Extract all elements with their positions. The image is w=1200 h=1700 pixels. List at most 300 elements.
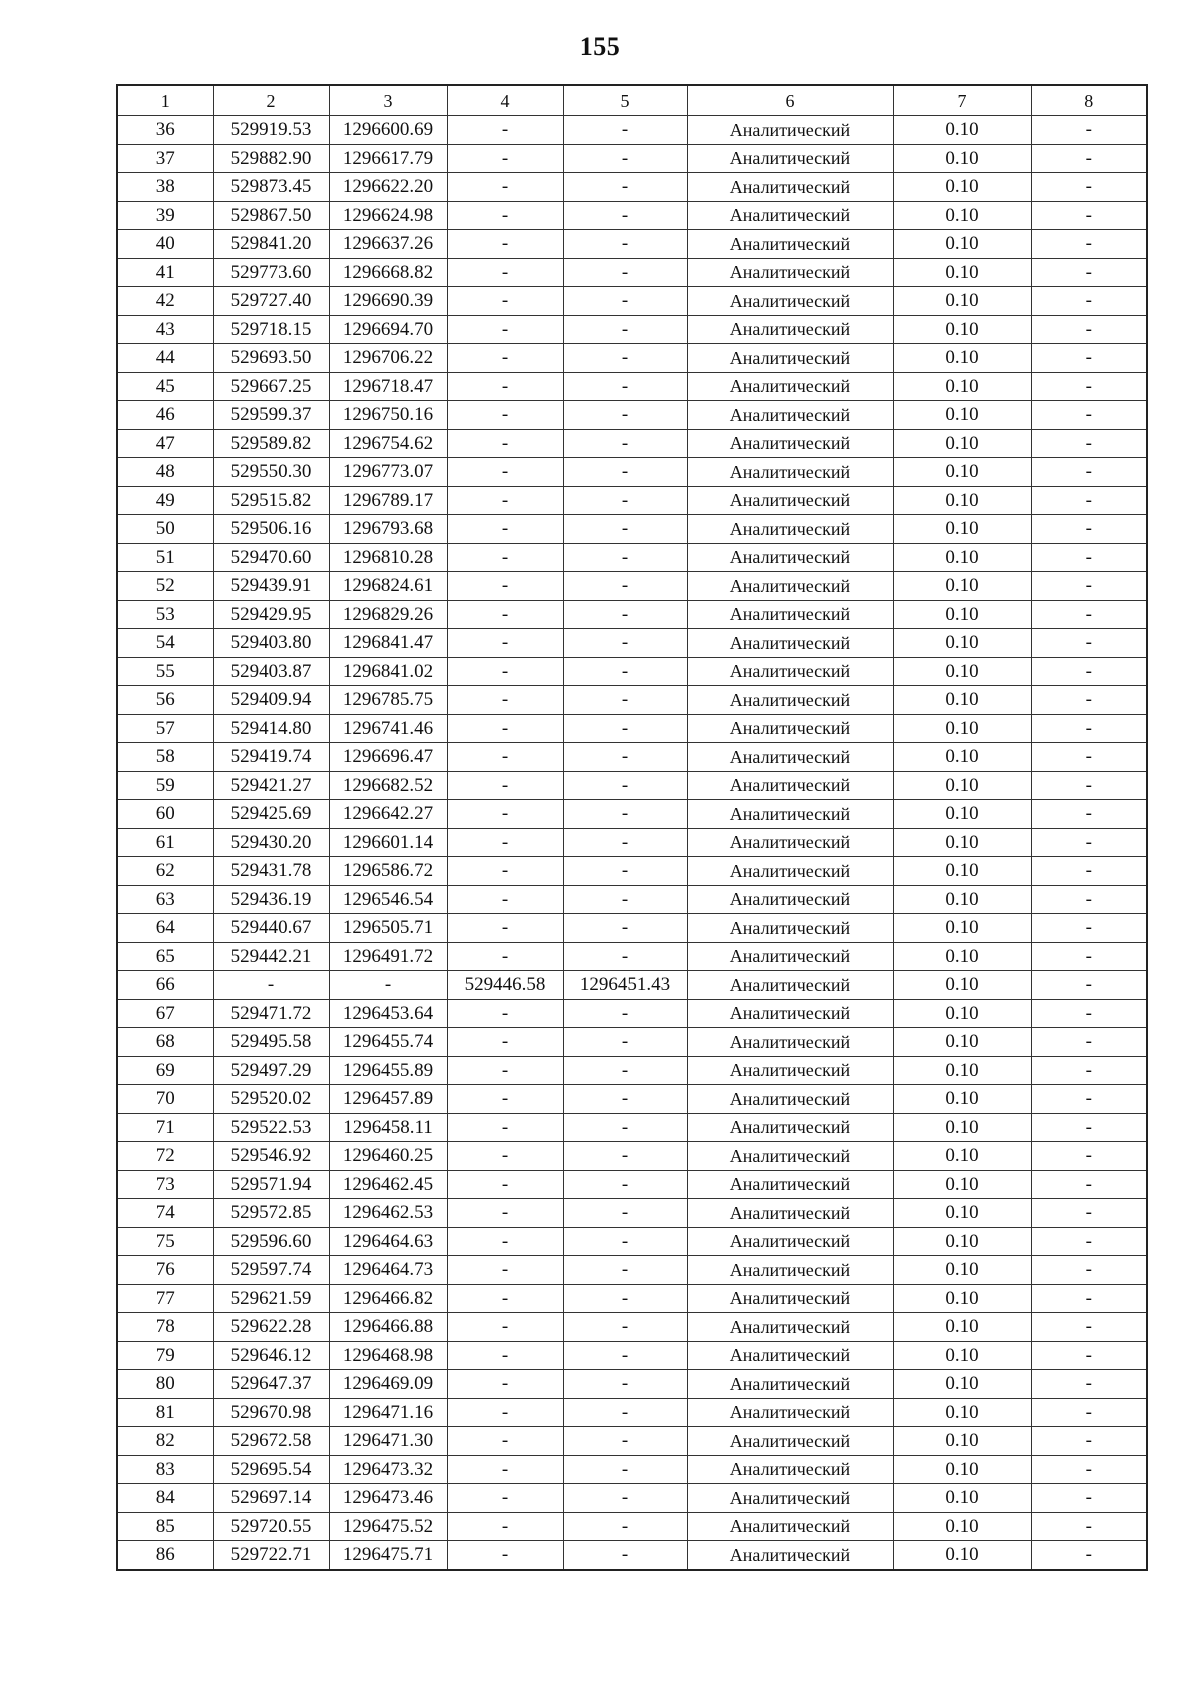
cell-x-coordinate-alt: - [447, 1113, 563, 1142]
cell-y-coordinate-alt: - [563, 230, 687, 259]
cell-x-coordinate: 529430.20 [213, 828, 329, 857]
cell-point-number: 36 [117, 116, 213, 145]
cell-accuracy: 0.10 [893, 828, 1031, 857]
cell-method: Аналитический [687, 1427, 893, 1456]
cell-y-coordinate-alt: - [563, 629, 687, 658]
cell-accuracy: 0.10 [893, 1341, 1031, 1370]
cell-y-coordinate: 1296462.53 [329, 1199, 447, 1228]
cell-accuracy: 0.10 [893, 1256, 1031, 1285]
cell-notes: - [1031, 344, 1147, 373]
cell-x-coordinate: 529773.60 [213, 258, 329, 287]
cell-x-coordinate: 529442.21 [213, 942, 329, 971]
cell-accuracy: 0.10 [893, 971, 1031, 1000]
cell-x-coordinate: 529882.90 [213, 144, 329, 173]
cell-accuracy: 0.10 [893, 486, 1031, 515]
cell-accuracy: 0.10 [893, 1113, 1031, 1142]
table-row [117, 1541, 1147, 1570]
cell-y-coordinate-alt: - [563, 657, 687, 686]
cell-method: Аналитический [687, 1113, 893, 1142]
cell-x-coordinate: 529621.59 [213, 1284, 329, 1313]
cell-method: Аналитический [687, 116, 893, 145]
cell-y-coordinate: 1296750.16 [329, 401, 447, 430]
cell-method: Аналитический [687, 230, 893, 259]
cell-notes: - [1031, 315, 1147, 344]
cell-notes: - [1031, 144, 1147, 173]
table-row [117, 401, 1147, 430]
cell-method: Аналитический [687, 372, 893, 401]
cell-x-coordinate-alt: - [447, 372, 563, 401]
cell-method: Аналитический [687, 458, 893, 487]
cell-x-coordinate: 529596.60 [213, 1227, 329, 1256]
table-row [117, 1028, 1147, 1057]
cell-notes: - [1031, 287, 1147, 316]
cell-x-coordinate: 529546.92 [213, 1142, 329, 1171]
cell-method: Аналитический [687, 543, 893, 572]
cell-y-coordinate: 1296466.82 [329, 1284, 447, 1313]
cell-point-number: 75 [117, 1227, 213, 1256]
cell-y-coordinate: 1296475.52 [329, 1512, 447, 1541]
cell-accuracy: 0.10 [893, 144, 1031, 173]
cell-notes: - [1031, 771, 1147, 800]
cell-y-coordinate: 1296690.39 [329, 287, 447, 316]
cell-accuracy: 0.10 [893, 1313, 1031, 1342]
cell-accuracy: 0.10 [893, 201, 1031, 230]
cell-notes: - [1031, 1170, 1147, 1199]
cell-accuracy: 0.10 [893, 714, 1031, 743]
cell-x-coordinate: 529589.82 [213, 429, 329, 458]
cell-y-coordinate-alt: - [563, 1113, 687, 1142]
cell-accuracy: 0.10 [893, 1398, 1031, 1427]
cell-point-number: 47 [117, 429, 213, 458]
cell-accuracy: 0.10 [893, 543, 1031, 572]
cell-y-coordinate: 1296624.98 [329, 201, 447, 230]
cell-method: Аналитический [687, 1056, 893, 1085]
cell-x-coordinate-alt: - [447, 1056, 563, 1085]
cell-method: Аналитический [687, 144, 893, 173]
cell-y-coordinate: 1296793.68 [329, 515, 447, 544]
cell-y-coordinate-alt: - [563, 1085, 687, 1114]
cell-method: Аналитический [687, 1085, 893, 1114]
cell-method: Аналитический [687, 1398, 893, 1427]
table-row [117, 486, 1147, 515]
table-header [117, 85, 1147, 116]
cell-x-coordinate-alt: - [447, 743, 563, 772]
cell-y-coordinate-alt: - [563, 486, 687, 515]
cell-notes: - [1031, 686, 1147, 715]
cell-accuracy: 0.10 [893, 1370, 1031, 1399]
table-row [117, 657, 1147, 686]
cell-y-coordinate-alt: - [563, 686, 687, 715]
cell-y-coordinate-alt: - [563, 315, 687, 344]
cell-y-coordinate: 1296601.14 [329, 828, 447, 857]
table-row [117, 800, 1147, 829]
cell-x-coordinate-alt: - [447, 1085, 563, 1114]
cell-x-coordinate-alt: - [447, 429, 563, 458]
table-row [117, 885, 1147, 914]
cell-method: Аналитический [687, 201, 893, 230]
cell-y-coordinate-alt: - [563, 258, 687, 287]
cell-accuracy: 0.10 [893, 515, 1031, 544]
cell-x-coordinate: 529695.54 [213, 1455, 329, 1484]
cell-accuracy: 0.10 [893, 401, 1031, 430]
cell-method: Аналитический [687, 800, 893, 829]
cell-y-coordinate: 1296718.47 [329, 372, 447, 401]
cell-x-coordinate: 529429.95 [213, 600, 329, 629]
cell-x-coordinate-alt: - [447, 1484, 563, 1513]
cell-x-coordinate: 529550.30 [213, 458, 329, 487]
cell-y-coordinate: 1296741.46 [329, 714, 447, 743]
cell-notes: - [1031, 942, 1147, 971]
cell-notes: - [1031, 1512, 1147, 1541]
cell-x-coordinate: 529718.15 [213, 315, 329, 344]
column-header-2: 2 [213, 85, 329, 116]
cell-method: Аналитический [687, 885, 893, 914]
table-row [117, 828, 1147, 857]
cell-x-coordinate-alt: - [447, 344, 563, 373]
table-row [117, 942, 1147, 971]
cell-method: Аналитический [687, 1341, 893, 1370]
cell-notes: - [1031, 429, 1147, 458]
cell-y-coordinate: 1296473.46 [329, 1484, 447, 1513]
cell-x-coordinate: 529520.02 [213, 1085, 329, 1114]
cell-notes: - [1031, 1455, 1147, 1484]
table-row [117, 743, 1147, 772]
cell-x-coordinate: - [213, 971, 329, 1000]
table-row [117, 1056, 1147, 1085]
cell-accuracy: 0.10 [893, 344, 1031, 373]
cell-accuracy: 0.10 [893, 771, 1031, 800]
cell-point-number: 42 [117, 287, 213, 316]
cell-point-number: 74 [117, 1199, 213, 1228]
cell-y-coordinate: 1296696.47 [329, 743, 447, 772]
table-row [117, 1512, 1147, 1541]
cell-x-coordinate: 529497.29 [213, 1056, 329, 1085]
cell-method: Аналитический [687, 1284, 893, 1313]
cell-x-coordinate-alt: - [447, 173, 563, 202]
cell-method: Аналитический [687, 1455, 893, 1484]
cell-accuracy: 0.10 [893, 629, 1031, 658]
cell-point-number: 64 [117, 914, 213, 943]
cell-point-number: 83 [117, 1455, 213, 1484]
cell-notes: - [1031, 230, 1147, 259]
cell-y-coordinate: 1296473.32 [329, 1455, 447, 1484]
table-row [117, 1398, 1147, 1427]
cell-accuracy: 0.10 [893, 1541, 1031, 1570]
cell-accuracy: 0.10 [893, 686, 1031, 715]
cell-y-coordinate: 1296682.52 [329, 771, 447, 800]
cell-accuracy: 0.10 [893, 743, 1031, 772]
page-number: 155 [579, 32, 621, 61]
cell-x-coordinate: 529841.20 [213, 230, 329, 259]
cell-y-coordinate-alt: - [563, 173, 687, 202]
cell-y-coordinate-alt: - [563, 1256, 687, 1285]
column-header-8: 8 [1031, 85, 1147, 116]
cell-method: Аналитический [687, 942, 893, 971]
cell-accuracy: 0.10 [893, 1284, 1031, 1313]
cell-y-coordinate: 1296466.88 [329, 1313, 447, 1342]
cell-y-coordinate-alt: - [563, 515, 687, 544]
cell-method: Аналитический [687, 572, 893, 601]
cell-x-coordinate-alt: - [447, 572, 563, 601]
cell-accuracy: 0.10 [893, 1056, 1031, 1085]
cell-method: Аналитический [687, 1199, 893, 1228]
cell-notes: - [1031, 486, 1147, 515]
cell-notes: - [1031, 914, 1147, 943]
table-row [117, 1313, 1147, 1342]
cell-y-coordinate-alt: - [563, 401, 687, 430]
cell-y-coordinate: 1296810.28 [329, 543, 447, 572]
table-row [117, 1256, 1147, 1285]
cell-x-coordinate: 529440.67 [213, 914, 329, 943]
cell-x-coordinate-alt: - [447, 1427, 563, 1456]
cell-notes: - [1031, 657, 1147, 686]
cell-x-coordinate-alt: - [447, 1142, 563, 1171]
table-row [117, 857, 1147, 886]
cell-notes: - [1031, 1484, 1147, 1513]
cell-method: Аналитический [687, 401, 893, 430]
cell-accuracy: 0.10 [893, 429, 1031, 458]
cell-y-coordinate-alt: - [563, 429, 687, 458]
table-row [117, 344, 1147, 373]
cell-point-number: 53 [117, 600, 213, 629]
cell-notes: - [1031, 116, 1147, 145]
cell-y-coordinate-alt: - [563, 714, 687, 743]
cell-method: Аналитический [687, 686, 893, 715]
cell-point-number: 60 [117, 800, 213, 829]
cell-method: Аналитический [687, 657, 893, 686]
cell-y-coordinate-alt: 1296451.43 [563, 971, 687, 1000]
cell-point-number: 67 [117, 999, 213, 1028]
cell-x-coordinate: 529727.40 [213, 287, 329, 316]
cell-y-coordinate: 1296586.72 [329, 857, 447, 886]
cell-accuracy: 0.10 [893, 942, 1031, 971]
table-row [117, 914, 1147, 943]
column-header-3: 3 [329, 85, 447, 116]
cell-x-coordinate-alt: - [447, 1284, 563, 1313]
cell-y-coordinate-alt: - [563, 1427, 687, 1456]
cell-notes: - [1031, 857, 1147, 886]
cell-y-coordinate-alt: - [563, 458, 687, 487]
table-row [117, 258, 1147, 287]
cell-notes: - [1031, 543, 1147, 572]
cell-notes: - [1031, 572, 1147, 601]
cell-y-coordinate: 1296464.73 [329, 1256, 447, 1285]
table-row [117, 1484, 1147, 1513]
cell-notes: - [1031, 1142, 1147, 1171]
cell-y-coordinate: 1296824.61 [329, 572, 447, 601]
cell-x-coordinate-alt: - [447, 828, 563, 857]
cell-point-number: 62 [117, 857, 213, 886]
cell-point-number: 66 [117, 971, 213, 1000]
cell-accuracy: 0.10 [893, 1512, 1031, 1541]
cell-method: Аналитический [687, 429, 893, 458]
cell-accuracy: 0.10 [893, 173, 1031, 202]
cell-accuracy: 0.10 [893, 458, 1031, 487]
cell-method: Аналитический [687, 914, 893, 943]
cell-x-coordinate-alt: - [447, 800, 563, 829]
cell-method: Аналитический [687, 344, 893, 373]
cell-x-coordinate: 529409.94 [213, 686, 329, 715]
cell-y-coordinate: 1296773.07 [329, 458, 447, 487]
cell-notes: - [1031, 999, 1147, 1028]
cell-accuracy: 0.10 [893, 372, 1031, 401]
cell-y-coordinate-alt: - [563, 1313, 687, 1342]
cell-y-coordinate: 1296505.71 [329, 914, 447, 943]
cell-x-coordinate-alt: - [447, 543, 563, 572]
column-header-1: 1 [117, 85, 213, 116]
table-row [117, 201, 1147, 230]
table-row [117, 230, 1147, 259]
cell-point-number: 46 [117, 401, 213, 430]
table-row [117, 315, 1147, 344]
cell-y-coordinate-alt: - [563, 1484, 687, 1513]
cell-x-coordinate: 529515.82 [213, 486, 329, 515]
cell-y-coordinate-alt: - [563, 116, 687, 145]
cell-y-coordinate: 1296453.64 [329, 999, 447, 1028]
cell-point-number: 58 [117, 743, 213, 772]
cell-x-coordinate-alt: - [447, 857, 563, 886]
cell-notes: - [1031, 1313, 1147, 1342]
cell-accuracy: 0.10 [893, 1455, 1031, 1484]
table-row [117, 714, 1147, 743]
cell-y-coordinate-alt: - [563, 144, 687, 173]
cell-x-coordinate: 529471.72 [213, 999, 329, 1028]
cell-y-coordinate: 1296475.71 [329, 1541, 447, 1570]
cell-point-number: 41 [117, 258, 213, 287]
cell-y-coordinate: 1296546.54 [329, 885, 447, 914]
cell-y-coordinate-alt: - [563, 1170, 687, 1199]
coordinates-table [116, 84, 1148, 1571]
cell-y-coordinate-alt: - [563, 1455, 687, 1484]
cell-point-number: 50 [117, 515, 213, 544]
cell-y-coordinate-alt: - [563, 1227, 687, 1256]
cell-method: Аналитический [687, 315, 893, 344]
table-row [117, 1085, 1147, 1114]
cell-accuracy: 0.10 [893, 315, 1031, 344]
cell-notes: - [1031, 1341, 1147, 1370]
table-row [117, 116, 1147, 145]
cell-x-coordinate-alt: 529446.58 [447, 971, 563, 1000]
cell-y-coordinate-alt: - [563, 1341, 687, 1370]
table-row [117, 572, 1147, 601]
cell-point-number: 59 [117, 771, 213, 800]
cell-x-coordinate: 529414.80 [213, 714, 329, 743]
cell-accuracy: 0.10 [893, 230, 1031, 259]
cell-y-coordinate-alt: - [563, 800, 687, 829]
cell-y-coordinate: 1296706.22 [329, 344, 447, 373]
cell-accuracy: 0.10 [893, 1142, 1031, 1171]
cell-point-number: 44 [117, 344, 213, 373]
cell-y-coordinate-alt: - [563, 572, 687, 601]
table-row [117, 515, 1147, 544]
cell-x-coordinate: 529919.53 [213, 116, 329, 145]
cell-y-coordinate: 1296622.20 [329, 173, 447, 202]
cell-x-coordinate-alt: - [447, 1455, 563, 1484]
cell-x-coordinate: 529522.53 [213, 1113, 329, 1142]
cell-point-number: 57 [117, 714, 213, 743]
table-row [117, 600, 1147, 629]
cell-accuracy: 0.10 [893, 1085, 1031, 1114]
cell-point-number: 39 [117, 201, 213, 230]
cell-point-number: 73 [117, 1170, 213, 1199]
cell-x-coordinate: 529693.50 [213, 344, 329, 373]
cell-notes: - [1031, 1028, 1147, 1057]
cell-y-coordinate: 1296464.63 [329, 1227, 447, 1256]
cell-x-coordinate: 529667.25 [213, 372, 329, 401]
cell-x-coordinate-alt: - [447, 1227, 563, 1256]
cell-accuracy: 0.10 [893, 258, 1031, 287]
cell-method: Аналитический [687, 1028, 893, 1057]
cell-notes: - [1031, 1541, 1147, 1570]
cell-y-coordinate-alt: - [563, 543, 687, 572]
cell-notes: - [1031, 600, 1147, 629]
cell-y-coordinate-alt: - [563, 372, 687, 401]
table-row [117, 1370, 1147, 1399]
cell-notes: - [1031, 714, 1147, 743]
cell-y-coordinate-alt: - [563, 1199, 687, 1228]
cell-x-coordinate: 529495.58 [213, 1028, 329, 1057]
cell-x-coordinate-alt: - [447, 1313, 563, 1342]
cell-x-coordinate-alt: - [447, 144, 563, 173]
cell-y-coordinate-alt: - [563, 1370, 687, 1399]
table-row [117, 1284, 1147, 1313]
table-row [117, 1170, 1147, 1199]
cell-y-coordinate: 1296668.82 [329, 258, 447, 287]
cell-y-coordinate: 1296469.09 [329, 1370, 447, 1399]
cell-notes: - [1031, 743, 1147, 772]
table-row [117, 458, 1147, 487]
cell-y-coordinate: 1296841.02 [329, 657, 447, 686]
column-header-6: 6 [687, 85, 893, 116]
table-row [117, 686, 1147, 715]
cell-point-number: 86 [117, 1541, 213, 1570]
cell-point-number: 78 [117, 1313, 213, 1342]
cell-y-coordinate-alt: - [563, 885, 687, 914]
cell-y-coordinate-alt: - [563, 1512, 687, 1541]
cell-y-coordinate-alt: - [563, 914, 687, 943]
cell-method: Аналитический [687, 287, 893, 316]
cell-point-number: 63 [117, 885, 213, 914]
cell-accuracy: 0.10 [893, 857, 1031, 886]
cell-accuracy: 0.10 [893, 1028, 1031, 1057]
cell-y-coordinate: 1296457.89 [329, 1085, 447, 1114]
cell-y-coordinate-alt: - [563, 942, 687, 971]
cell-method: Аналитический [687, 515, 893, 544]
cell-notes: - [1031, 1398, 1147, 1427]
column-header-7: 7 [893, 85, 1031, 116]
table-row [117, 287, 1147, 316]
cell-accuracy: 0.10 [893, 116, 1031, 145]
cell-point-number: 71 [117, 1113, 213, 1142]
cell-accuracy: 0.10 [893, 800, 1031, 829]
cell-notes: - [1031, 1113, 1147, 1142]
cell-method: Аналитический [687, 1313, 893, 1342]
cell-point-number: 79 [117, 1341, 213, 1370]
cell-method: Аналитический [687, 771, 893, 800]
cell-method: Аналитический [687, 629, 893, 658]
cell-method: Аналитический [687, 1256, 893, 1285]
cell-method: Аналитический [687, 714, 893, 743]
cell-method: Аналитический [687, 1484, 893, 1513]
cell-accuracy: 0.10 [893, 885, 1031, 914]
cell-x-coordinate: 529421.27 [213, 771, 329, 800]
cell-notes: - [1031, 1284, 1147, 1313]
cell-point-number: 76 [117, 1256, 213, 1285]
cell-notes: - [1031, 1370, 1147, 1399]
cell-method: Аналитический [687, 258, 893, 287]
table-row [117, 1455, 1147, 1484]
cell-x-coordinate-alt: - [447, 686, 563, 715]
